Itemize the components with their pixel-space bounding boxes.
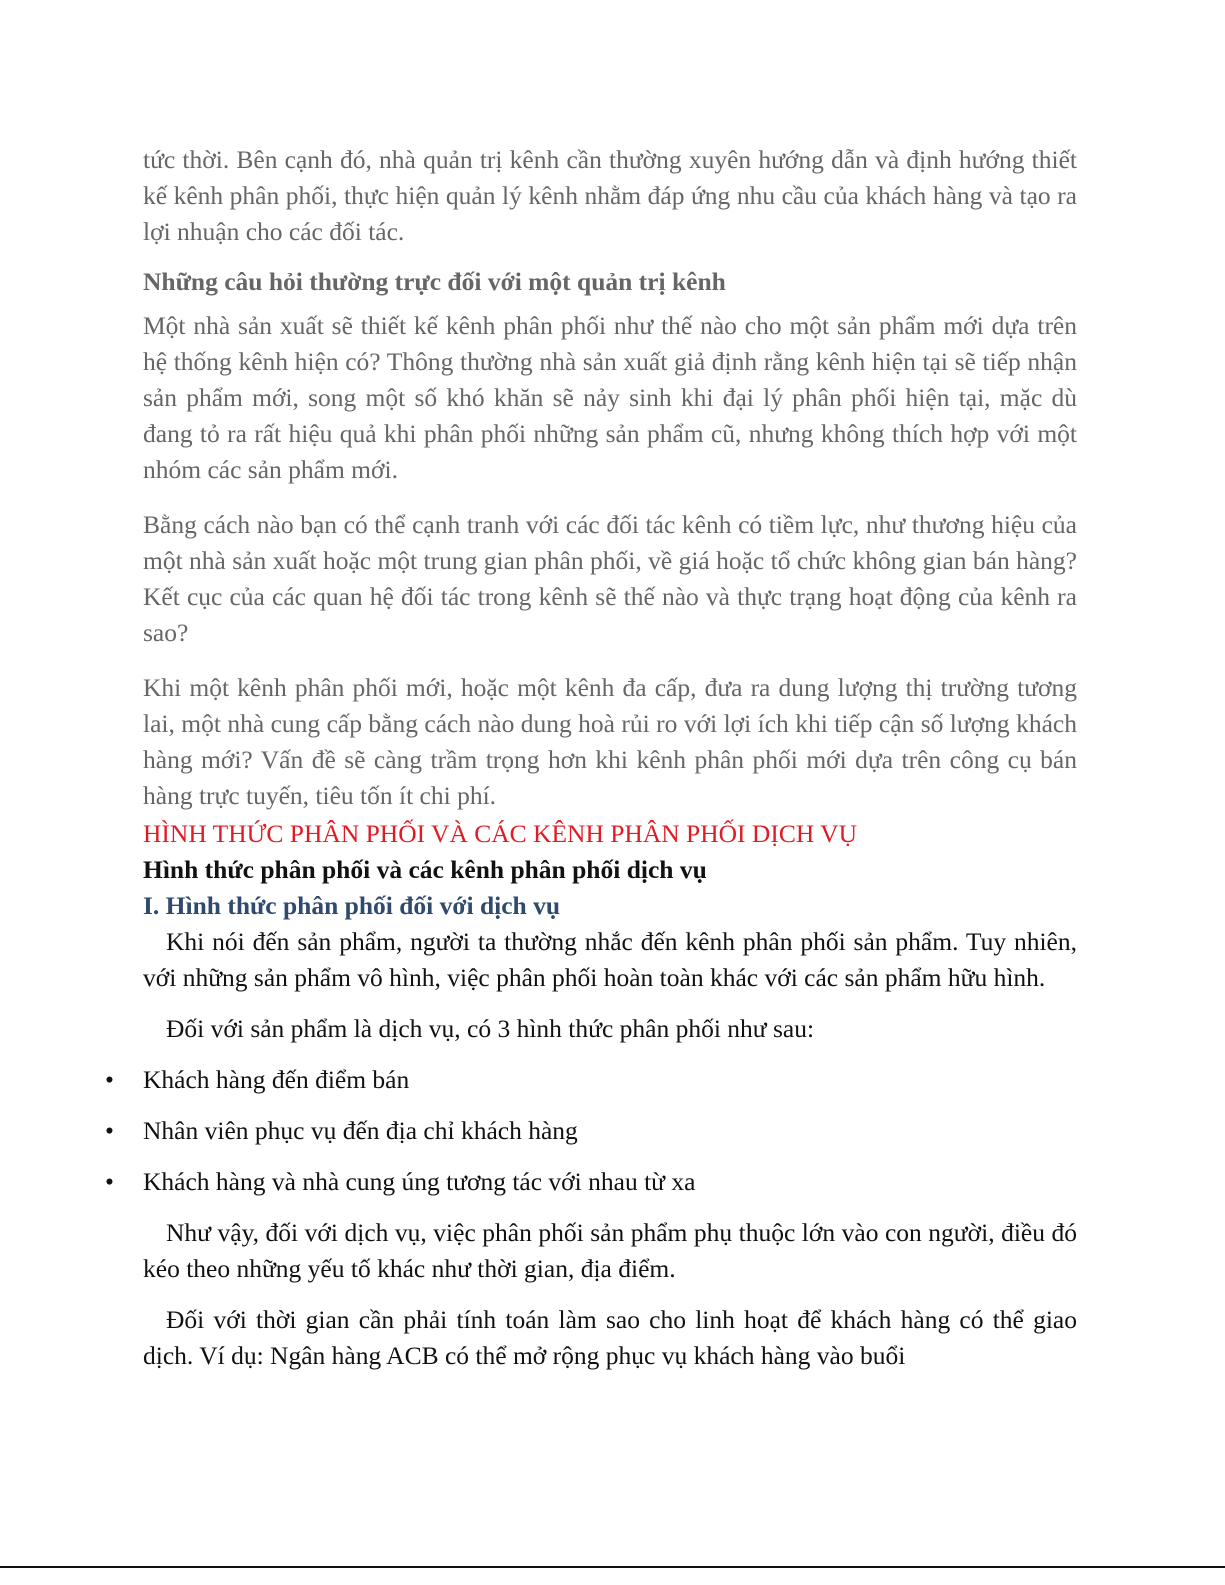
bullet-icon: •: [105, 1116, 114, 1145]
list-item-text: Nhân viên phục vụ đến địa chỉ khách hàng: [143, 1116, 578, 1145]
list-item-text: Khách hàng và nhà cung úng tương tác với nhau từ xa: [143, 1167, 696, 1196]
question-paragraph-3: Khi một kênh phân phối mới, hoặc một kênh đa cấp, đưa ra dung lượng thị trường tương lai, một nhà cung cấp bằng cách nào dung hoà rủi ro với lợi ích khi tiếp cận số lượng khách hàng mới? Vấn đề sẽ càng trầm trọng hơn khi kênh phân phối mới dựa trên công cụ bán hàng trực tuyến, tiêu tốn ít chi phí.: [143, 673, 1077, 810]
body-paragraph-4: Đối với thời gian cần phải tính toán làm sao cho linh hoạt để khách hàng có thể giao dịch. Ví dụ: Ngân hàng ACB có thể mở rộng phục vụ khách hàng vào buổi: [143, 1305, 1077, 1370]
bullet-icon: •: [105, 1065, 114, 1094]
list-item: [105, 1062, 1077, 1098]
list-item: [105, 1164, 1077, 1200]
bullet-icon: •: [105, 1167, 114, 1196]
questions-heading: Những câu hỏi thường trực đối với một quản trị kênh: [143, 267, 726, 296]
intro-paragraph: tức thời. Bên cạnh đó, nhà quản trị kênh cần thường xuyên hướng dẫn và định hướng thiết kế kênh phân phối, thực hiện quản lý kênh nhằm đáp ứng nhu cầu của khách hàng và tạo ra lợi nhuận cho các đối tác.: [143, 145, 1077, 246]
body-paragraph-1: Khi nói đến sản phẩm, người ta thường nhắc đến kênh phân phối sản phẩm. Tuy nhiên, với những sản phẩm vô hình, việc phân phối hoàn toàn khác với các sản phẩm hữu hình.: [143, 927, 1077, 992]
page-bottom-divider: [0, 1566, 1225, 1568]
list-item-text: Khách hàng đến điểm bán: [143, 1065, 410, 1094]
distribution-forms-list: [105, 1062, 1077, 1200]
question-paragraph-2: Bằng cách nào bạn có thể cạnh tranh với các đối tác kênh có tiềm lực, như thương hiệu của một nhà sản xuất hoặc một trung gian phân phối, về giá hoặc tổ chức không gian bán hàng? Kết cục của các quan hệ đối tác trong kênh sẽ thế nào và thực trạng hoạt động của kênh ra sao?: [143, 510, 1077, 647]
body-paragraph-3: Như vậy, đối với dịch vụ, việc phân phối sản phẩm phụ thuộc lớn vào con người, điều đó kéo theo những yếu tố khác như thời gian, địa điểm.: [143, 1218, 1077, 1283]
body-paragraph-2: Đối với sản phẩm là dịch vụ, có 3 hình thức phân phối như sau:: [166, 1014, 815, 1043]
section-sub-heading: I. Hình thức phân phối đối với dịch vụ: [143, 891, 561, 920]
question-paragraph-1: Một nhà sản xuất sẽ thiết kế kênh phân phối như thế nào cho một sản phẩm mới dựa trên hệ thống kênh hiện có? Thông thường nhà sản xuất giả định rằng kênh hiện tại sẽ tiếp nhận sản phẩm mới, song một số khó khăn sẽ nảy sinh khi đại lý phân phối hiện tại, mặc dù đang tỏ ra rất hiệu quả khi phân phối những sản phẩm cũ, nhưng không thích hợp với một nhóm các sản phẩm mới.: [143, 311, 1077, 484]
section-red-heading: HÌNH THỨC PHÂN PHỐI VÀ CÁC KÊNH PHÂN PHỐI DỊCH VỤ: [143, 819, 857, 848]
document-page: [105, 142, 1077, 1374]
section-bold-heading: Hình thức phân phối và các kênh phân phối dịch vụ: [143, 855, 707, 884]
list-item: [105, 1113, 1077, 1149]
